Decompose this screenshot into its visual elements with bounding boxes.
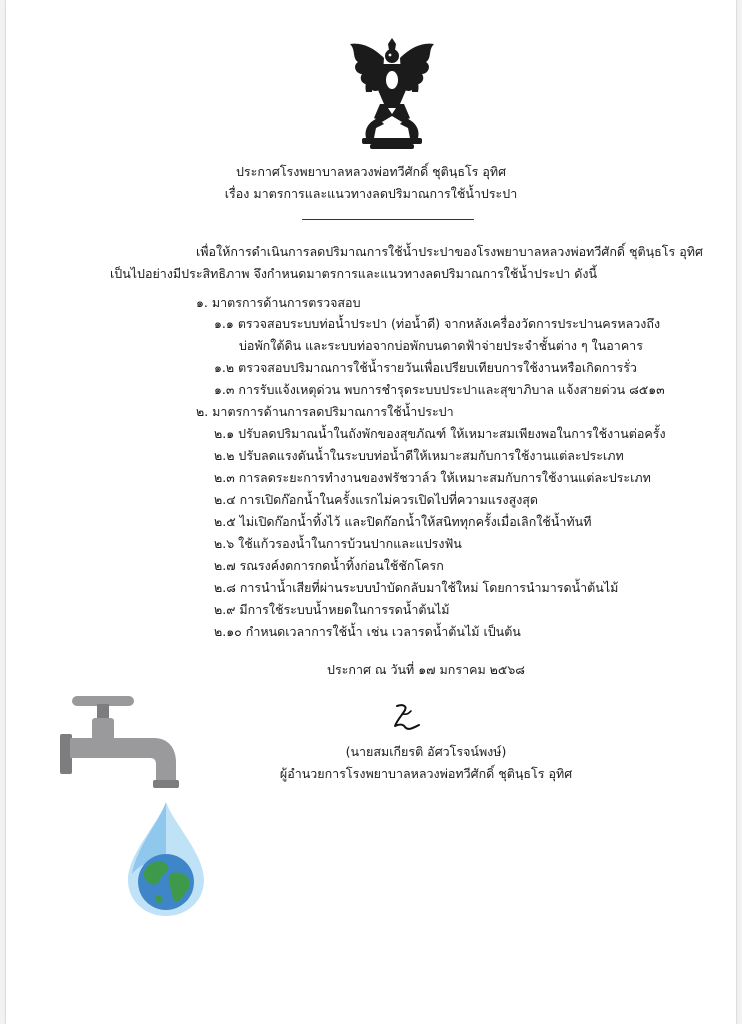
garuda-emblem-icon: [344, 38, 440, 150]
faucet-water-drop-illustration: [56, 690, 206, 922]
signatory-name: (นายสมเกียรติ อัศวโรจน์พงษ์): [345, 744, 507, 759]
section-1-item: ๑.๑ ตรวจสอบระบบท่อน้ำประปา (ท่อน้ำดี) จากหลังเครื่องวัดการประปานครหลวงถึง: [214, 316, 661, 331]
section-1-heading: ๑. มาตรการด้านการตรวจสอบ: [196, 295, 361, 310]
announcement-title: ประกาศโรงพยาบาลหลวงพ่อทวีศักดิ์ ชุตินฺธโร อุทิศ: [235, 164, 507, 179]
section-2-item: ๒.๑ ปรับลดปริมาณน้ำในถังพักของสุขภัณฑ์ ให้เหมาะสมเพียงพอในการใช้งานต่อครั้ง: [214, 426, 666, 441]
section-2-item: ๒.๙ มีการใช้ระบบน้ำหยดในการรดน้ำต้นไม้: [214, 602, 450, 617]
title-divider: [302, 219, 474, 220]
announcement-subject: เรื่อง มาตรการและแนวทางลดปริมาณการใช้น้ำประปา: [224, 186, 518, 201]
section-2-item: ๒.๓ การลดระยะการทำงานของฟรัชวาล์ว ให้เหมาะสมกับการใช้งานแต่ละประเภท: [214, 470, 651, 485]
document-page: [6, 0, 736, 1024]
section-1-item: ๑.๓ การรับแจ้งเหตุด่วน พบการชำรุดระบบประปาและสุขาภิบาล แจ้งสายด่วน ๘๕๑๓: [214, 382, 665, 397]
section-2-heading: ๒. มาตรการด้านการลดปริมาณการใช้น้ำประปา: [196, 404, 454, 419]
faucet-icon: [60, 696, 179, 788]
earth-globe-icon: [138, 854, 194, 910]
intro-line-1: เพื่อให้การดำเนินการลดปริมาณการใช้น้ำประปาของโรงพยาบาลหลวงพ่อทวีศักดิ์ ชุตินฺธโร อุทิศ: [196, 244, 703, 259]
section-2-item: ๒.๔ การเปิดก๊อกน้ำในครั้งแรกไม่ควรเปิดไปที่ความแรงสูงสุด: [214, 492, 539, 507]
section-2-item: ๒.๒ ปรับลดแรงดันน้ำในระบบท่อน้ำดีให้เหมาะสมกับการใช้งานแต่ละประเภท: [214, 448, 624, 463]
section-2-item: ๒.๗ รณรงค์งดการกดน้ำทิ้งก่อนใช้ชักโครก: [214, 558, 444, 573]
announce-date: ประกาศ ณ วันที่ ๑๗ มกราคม ๒๕๖๘: [327, 662, 525, 677]
section-2-item: ๒.๘ การนำน้ำเสียที่ผ่านระบบบำบัดกลับมาใช้ใหม่ โดยการนำมารดน้ำต้นไม้: [214, 580, 619, 595]
section-1-item-continued: บ่อพักใต้ดิน และระบบท่อจากบ่อพักบนดาดฟ้าจ่ายประจำชั้นต่าง ๆ ในอาคาร: [239, 338, 643, 353]
section-1-item: ๑.๒ ตรวจสอบปริมาณการใช้น้ำรายวันเพื่อเปรียบเทียบการใช้งานหรือเกิดการรั่ว: [214, 360, 637, 375]
intro-line-2: เป็นไปอย่างมีประสิทธิภาพ จึงกำหนดมาตรการและแนวทางลดปริมาณการใช้น้ำประปา ดังนี้: [110, 266, 598, 281]
section-2-item: ๒.๑๐ กำหนดเวลาการใช้น้ำ เช่น เวลารดน้ำต้นไม้ เป็นต้น: [214, 624, 521, 639]
signatory-position: ผู้อำนวยการโรงพยาบาลหลวงพ่อทวีศักดิ์ ชุตินฺธโร อุทิศ: [279, 766, 573, 781]
section-2-item: ๒.๖ ใช้แก้วรองน้ำในการบ้วนปากและแปรงฟัน: [214, 536, 462, 551]
section-2-item: ๒.๕ ไม่เปิดก๊อกน้ำทิ้งไว้ และปิดก๊อกน้ำให้สนิททุกครั้งเมื่อเลิกใช้น้ำทันที: [214, 514, 592, 529]
handwritten-signature: [391, 700, 423, 734]
